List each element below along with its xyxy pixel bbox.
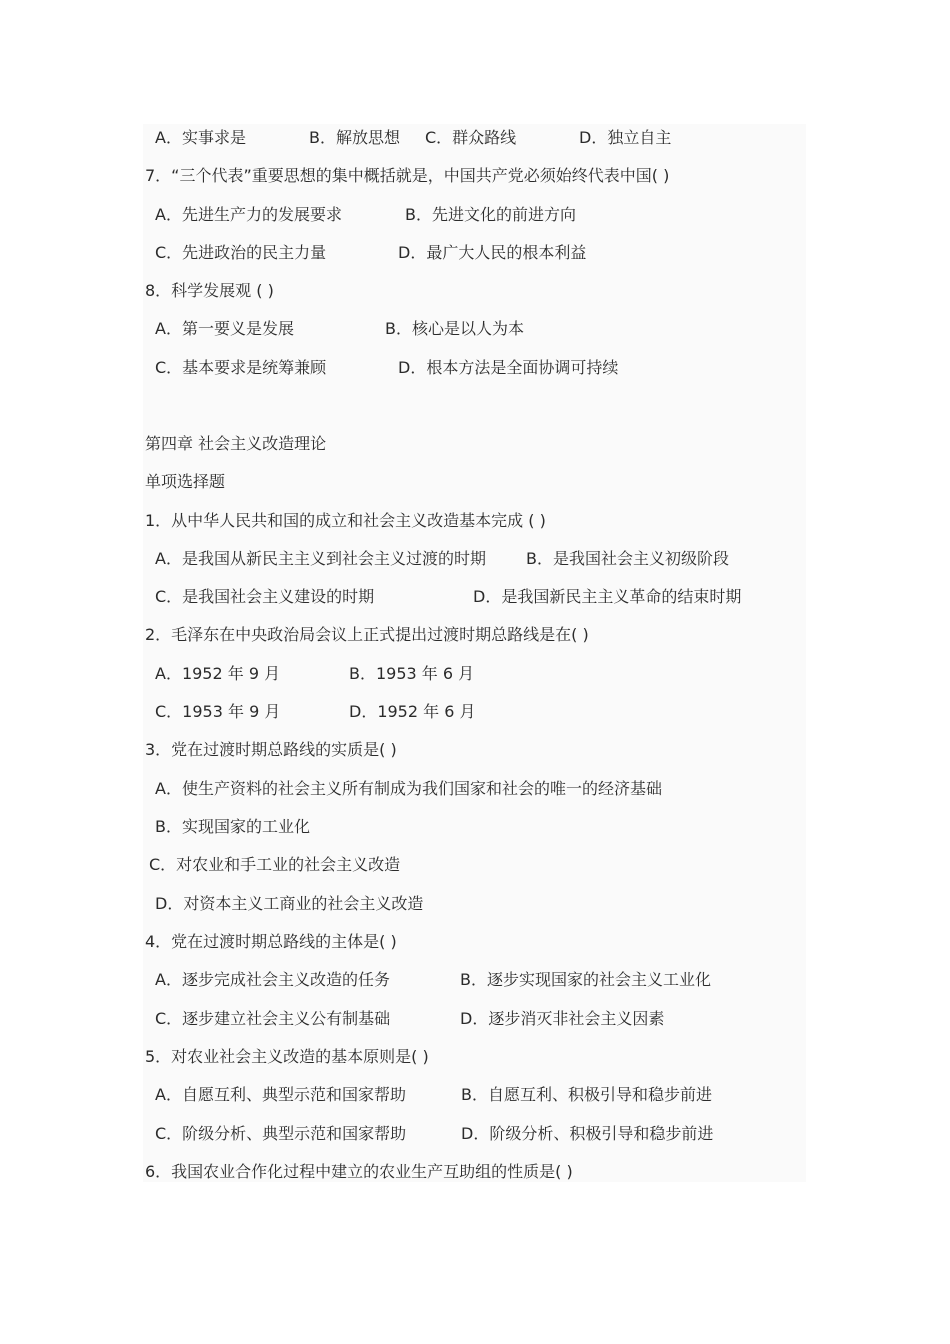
section-heading: 单项选择题	[145, 472, 226, 491]
option: C．逐步建立社会主义公有制基础	[155, 1009, 391, 1028]
option: A．自愿互利、典型示范和国家帮助	[155, 1085, 406, 1104]
option: A．实事求是	[155, 128, 246, 147]
question-1: 1．从中华人民共和国的成立和社会主义改造基本完成 ( )	[145, 511, 546, 530]
option: C．是我国社会主义建设的时期	[155, 587, 375, 606]
option: A．逐步完成社会主义改造的任务	[155, 970, 390, 989]
option-row	[579, 127, 671, 149]
question-8: 8．科学发展观 ( )	[145, 281, 274, 300]
option: D．是我国新民主主义革命的结束时期	[473, 587, 742, 606]
option: B．是我国社会主义初级阶段	[526, 549, 729, 568]
question-5: 5．对农业社会主义改造的基本原则是( )	[145, 1047, 429, 1066]
option: C．阶级分析、典型示范和国家帮助	[155, 1124, 407, 1143]
option: B．逐步实现国家的社会主义工业化	[460, 970, 711, 989]
question-3: 3．党在过渡时期总路线的实质是( )	[145, 740, 397, 759]
option: D．阶级分析、积极引导和稳步前进	[461, 1124, 714, 1143]
option: C．基本要求是统筹兼顾	[155, 358, 327, 377]
option-row	[425, 127, 516, 149]
option: C．1953 年 9 月	[155, 702, 281, 721]
option: C．先进政治的民主力量	[155, 243, 327, 262]
option: C．对农业和手工业的社会主义改造	[149, 855, 401, 874]
option: D．独立自主	[579, 128, 672, 147]
option-row	[155, 127, 246, 149]
option: A．第一要义是发展	[155, 319, 294, 338]
option: A．先进生产力的发展要求	[155, 205, 342, 224]
document-page	[143, 124, 806, 1182]
option: A．使生产资料的社会主义所有制成为我们国家和社会的唯一的经济基础	[155, 779, 662, 798]
option: B．自愿互利、积极引导和稳步前进	[461, 1085, 712, 1104]
option: D．最广大人民的根本利益	[398, 243, 587, 262]
option: D．逐步消灭非社会主义因素	[460, 1009, 665, 1028]
question-6: 6．我国农业合作化过程中建立的农业生产互助组的性质是( )	[145, 1162, 573, 1181]
option: C．群众路线	[425, 128, 517, 147]
question-7: 7．“三个代表”重要思想的集中概括就是，中国共产党必须始终代表中国( )	[145, 166, 670, 185]
option: A．是我国从新民主主义到社会主义过渡的时期	[155, 549, 486, 568]
option: B．1953 年 6 月	[349, 664, 475, 683]
option-row	[309, 127, 400, 149]
option: B．先进文化的前进方向	[405, 205, 576, 224]
option: D．对资本主义工商业的社会主义改造	[155, 894, 424, 913]
question-2: 2．毛泽东在中央政治局会议上正式提出过渡时期总路线是在( )	[145, 625, 589, 644]
option: D．根本方法是全面协调可持续	[398, 358, 619, 377]
option: A．1952 年 9 月	[155, 664, 281, 683]
question-4: 4．党在过渡时期总路线的主体是( )	[145, 932, 397, 951]
option: D．1952 年 6 月	[349, 702, 476, 721]
option: B．解放思想	[309, 128, 400, 147]
option: B．核心是以人为本	[385, 319, 524, 338]
option: B．实现国家的工业化	[155, 817, 310, 836]
chapter-heading: 第四章 社会主义改造理论	[145, 434, 327, 453]
